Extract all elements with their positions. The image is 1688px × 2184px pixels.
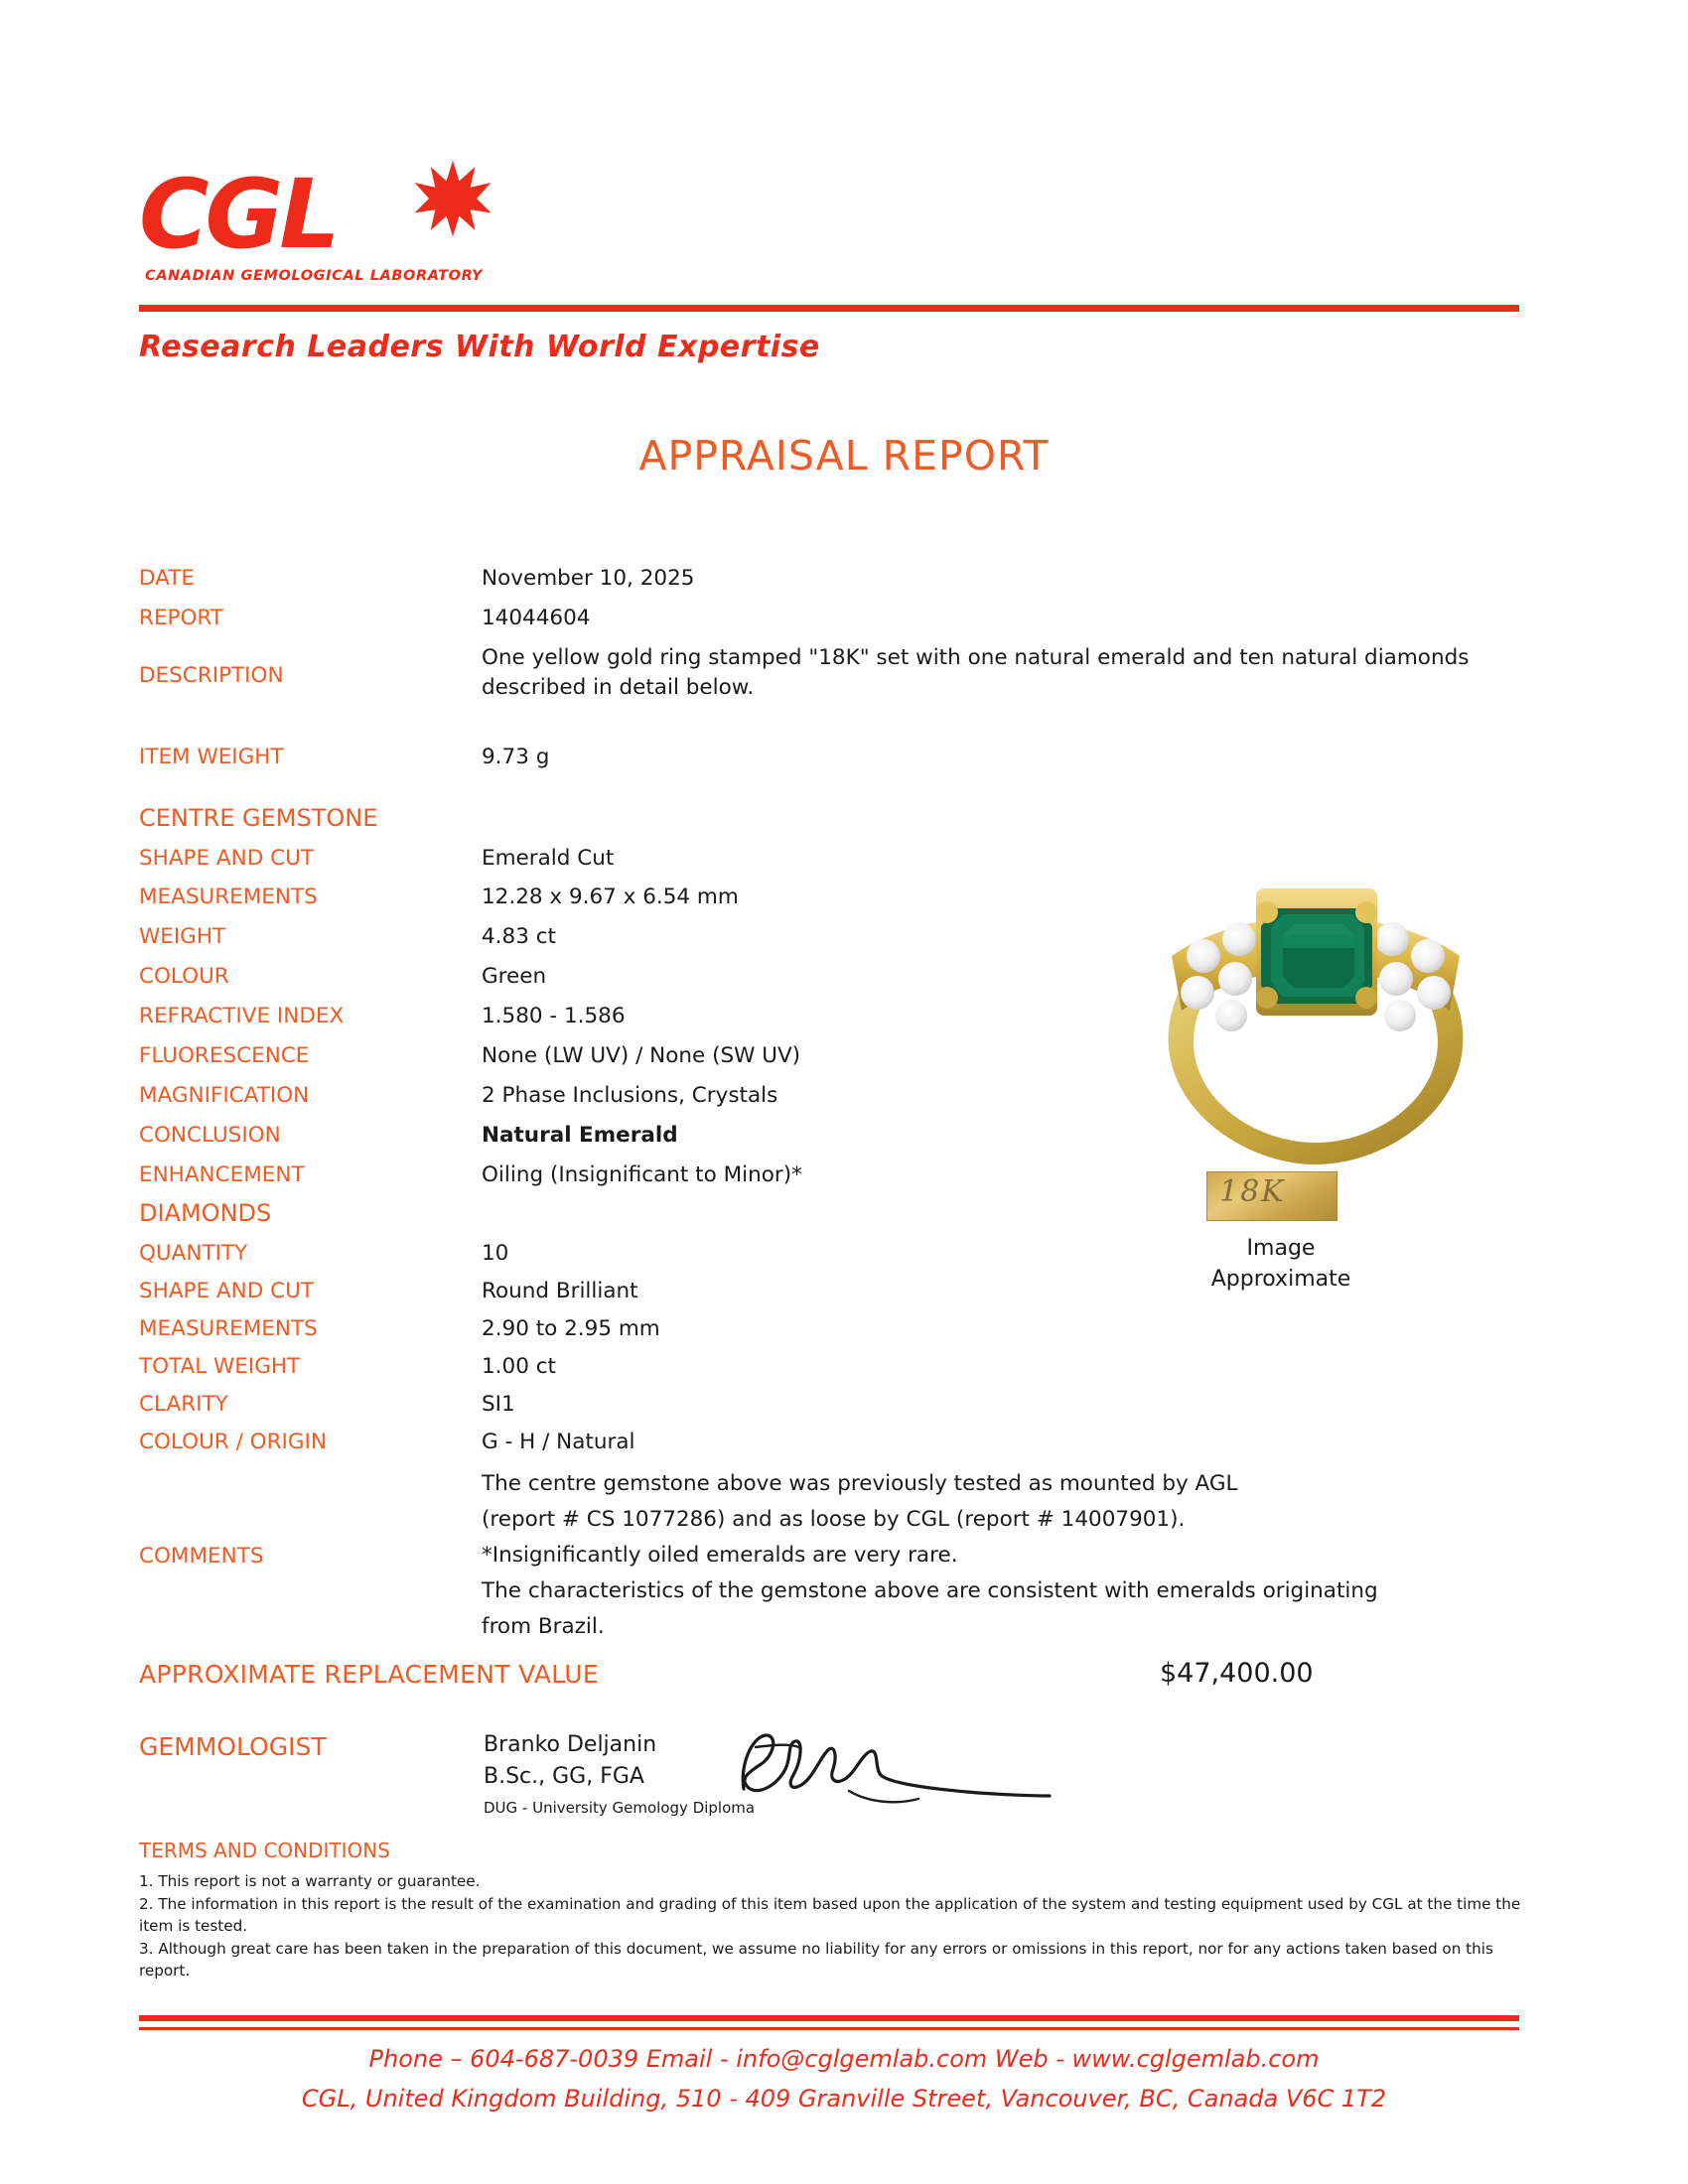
replacement-value-amount: $47,400.00 [1160, 1658, 1314, 1689]
diamonds-total-weight-value: 1.00 ct [482, 1354, 556, 1379]
comments-line-5: from Brazil. [482, 1614, 605, 1639]
footer-divider-thin [139, 2027, 1519, 2030]
report-value: 14044604 [482, 606, 591, 630]
centre-shape-label: SHAPE AND CUT [139, 846, 314, 871]
comments-line-3: *Insignificantly oiled emeralds are very rare. [482, 1543, 958, 1568]
centre-conclusion-value: Natural Emerald [482, 1123, 678, 1148]
centre-weight-value: 4.83 ct [482, 924, 556, 949]
terms-title: TERMS AND CONDITIONS [139, 1839, 390, 1862]
centre-weight-label: WEIGHT [139, 924, 226, 949]
footer-divider-thick [139, 2015, 1519, 2021]
centre-measurements-label: MEASUREMENTS [139, 885, 318, 909]
footer-address-line: CGL, United Kingdom Building, 510 - 409 Granville Street, Vancouver, BC, Canada V6C 1T2 [301, 2085, 1387, 2113]
comments-line-4: The characteristics of the gemstone above are consistent with emeralds originating [482, 1578, 1378, 1603]
diamonds-measurements-value: 2.90 to 2.95 mm [482, 1316, 660, 1341]
item-weight-value: 9.73 g [482, 745, 550, 769]
gemmologist-credentials: B.Sc., GG, FGA [484, 1764, 644, 1789]
signature-image [730, 1717, 1057, 1817]
item-weight-label: ITEM WEIGHT [139, 745, 284, 769]
description-value: One yellow gold ring stamped "18K" set with one natural emerald and ten natural diamonds described in detail below. [482, 645, 1470, 700]
centre-ri-label: REFRACTIVE INDEX [139, 1004, 345, 1028]
centre-measurements-value: 12.28 x 9.67 x 6.54 mm [482, 885, 739, 909]
gemmologist-label: GEMMOLOGIST [139, 1732, 327, 1761]
diamonds-quantity-value: 10 [482, 1241, 509, 1266]
replacement-value-label: APPROXIMATE REPLACEMENT VALUE [139, 1660, 599, 1689]
diamonds-measurements-label: MEASUREMENTS [139, 1316, 318, 1341]
comments-line-2: (report # CS 1077286) and as loose by CGL (report # 14007901). [482, 1507, 1186, 1532]
diamonds-shape-label: SHAPE AND CUT [139, 1279, 314, 1303]
footer-contact-line: Phone – 604-687-0039 Email - info@cglgemlab.com Web - www.cglgemlab.com [368, 2045, 1320, 2073]
date-value: November 10, 2025 [482, 566, 695, 591]
gemmologist-name-block [484, 1729, 656, 1793]
diamonds-quantity-label: QUANTITY [139, 1241, 248, 1266]
centre-gemstone-heading: CENTRE GEMSTONE [139, 804, 378, 832]
diamonds-clarity-label: CLARITY [139, 1392, 228, 1417]
stamp-photo [1206, 1171, 1337, 1221]
report-label: REPORT [139, 606, 223, 630]
description-label: DESCRIPTION [139, 663, 284, 688]
diamonds-total-weight-label: TOTAL WEIGHT [139, 1354, 301, 1379]
diamonds-colour-origin-label: COLOUR / ORIGIN [139, 1430, 327, 1454]
centre-colour-value: Green [482, 964, 547, 989]
page-title: APPRAISAL REPORT [638, 432, 1050, 479]
centre-colour-label: COLOUR [139, 964, 229, 989]
gemmologist-name: Branko Deljanin [484, 1732, 657, 1757]
diamonds-heading: DIAMONDS [139, 1199, 272, 1227]
centre-magnification-label: MAGNIFICATION [139, 1083, 310, 1108]
image-caption-line1: Image [1246, 1236, 1316, 1261]
image-caption [1112, 1233, 1450, 1295]
tagline: Research Leaders With World Expertise [139, 330, 820, 364]
diamonds-clarity-value: SI1 [482, 1392, 515, 1417]
centre-fluorescence-value: None (LW UV) / None (SW UV) [482, 1043, 801, 1068]
terms-body [139, 1870, 1527, 1982]
centre-ri-value: 1.580 - 1.586 [482, 1004, 626, 1028]
diamonds-shape-value: Round Brilliant [482, 1279, 638, 1303]
centre-enhancement-value: Oiling (Insignificant to Minor)* [482, 1162, 802, 1187]
gemmologist-dug: DUG - University Gemology Diploma [484, 1799, 756, 1817]
header-divider [139, 305, 1519, 312]
ring-photo [1112, 837, 1519, 1174]
starburst-icon [413, 159, 492, 238]
terms-item-2: 2. The information in this report is the result of the examination and grading of this item based upon the application of the system and testing equipment used by CGL at the time the item is tested. [139, 1894, 1521, 1935]
date-label: DATE [139, 566, 195, 591]
terms-item-1: 1. This report is not a warranty or guarantee. [139, 1872, 481, 1890]
comments-line-1: The centre gemstone above was previously tested as mounted by AGL [482, 1471, 1238, 1496]
logo-text: CGL [139, 159, 337, 270]
centre-conclusion-label: CONCLUSION [139, 1123, 281, 1148]
logo-subtitle: CANADIAN GEMOLOGICAL LABORATORY [145, 268, 484, 284]
centre-magnification-value: 2 Phase Inclusions, Crystals [482, 1083, 778, 1108]
image-caption-line2: Approximate [1210, 1267, 1351, 1292]
centre-enhancement-label: ENHANCEMENT [139, 1162, 305, 1187]
comments-label: COMMENTS [139, 1544, 264, 1569]
centre-shape-value: Emerald Cut [482, 846, 615, 871]
diamonds-colour-origin-value: G - H / Natural [482, 1430, 635, 1454]
cgl-logo [139, 159, 536, 296]
centre-fluorescence-label: FLUORESCENCE [139, 1043, 310, 1068]
stamp-text: 18K [1219, 1174, 1286, 1209]
terms-item-3: 3. Although great care has been taken in the preparation of this document, we assume no liability for any errors or omissions in this report, nor for any actions taken based on this report. [139, 1939, 1493, 1979]
